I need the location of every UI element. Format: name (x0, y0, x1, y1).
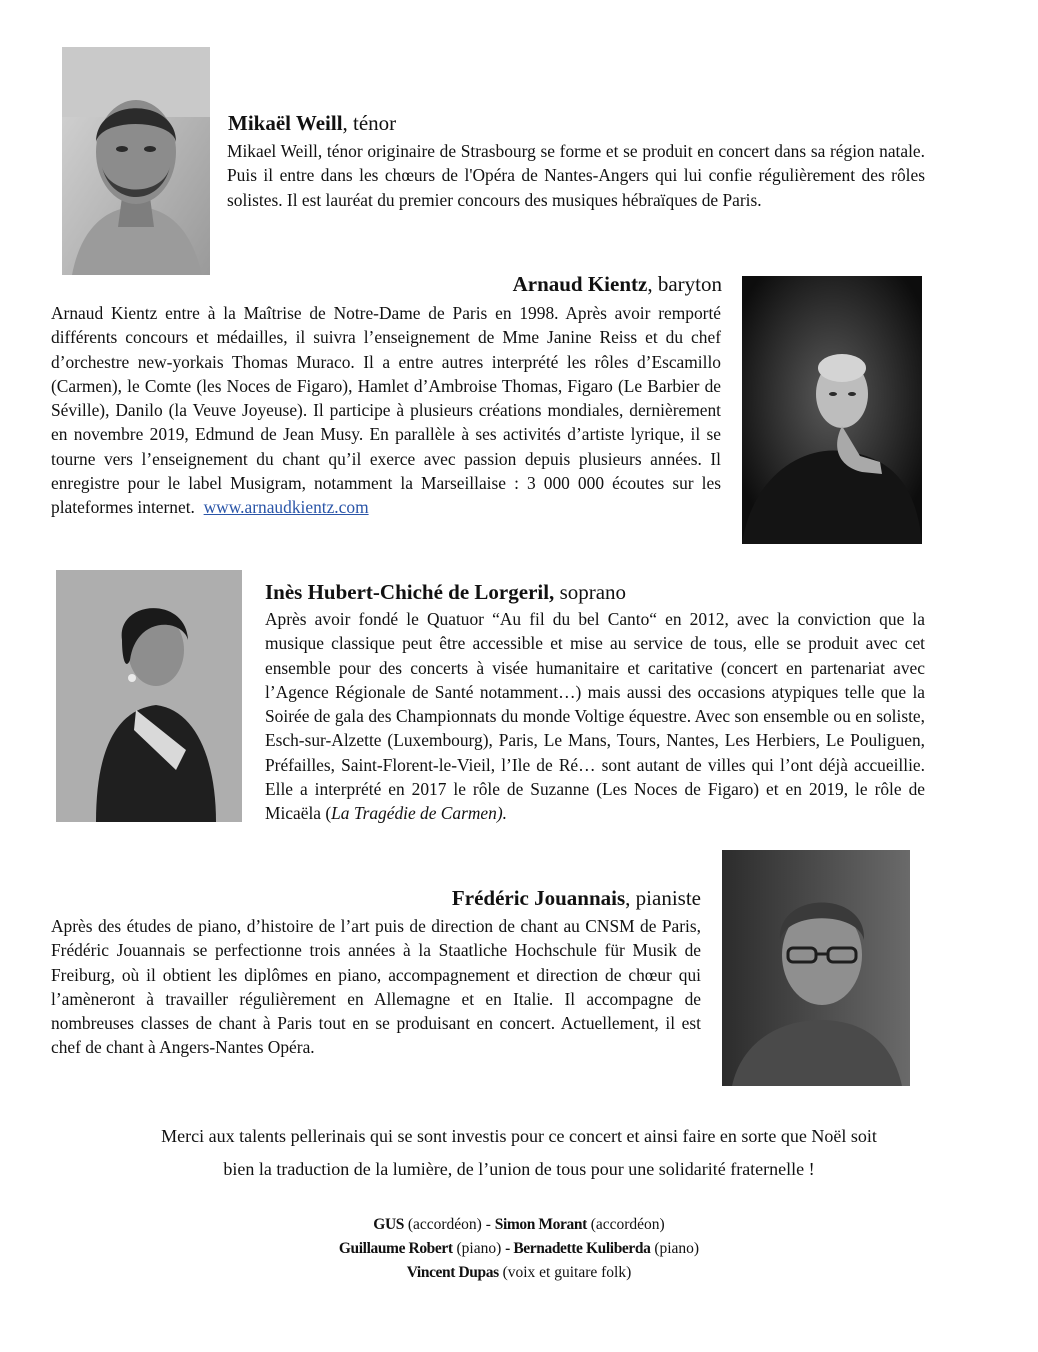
credit-name: Guillaume Robert (338, 1240, 453, 1257)
performer-name-line (452, 885, 701, 911)
credit-name: - Bernadette Kuliberda (505, 1240, 651, 1257)
credit-role: (piano) (452, 1240, 506, 1257)
credit-name: Simon Morant (494, 1216, 587, 1233)
credits-line (0, 1213, 1038, 1237)
portrait-photo-ines-hubert-chiche (56, 570, 242, 822)
performer-role: , baryton (647, 272, 722, 296)
performer-bio-text: Arnaud Kientz entre à la Maîtrise de Notre-Dame de Paris en 1998. Après avoir remporté différents concours et médailles, il suivra l’enseignement de Mme Janine Reiss et du chef d’orchestre new-yorkais Thomas Muraco. Il a entre autres interprété les rôles d’Escamillo (Carmen), le Comte (les Noces de Figaro), Hamlet d’Ambroise Thomas, Figaro (Le Barbier de Séville), Danilo (la Veuve Joyeuse). Il participe à plusieurs créations mondiales, dernièrement en novembre 2019, Edmund de Jean Musy. En parallèle à ses activités d’artiste lyrique, il se tourne vers l’enseignement du chant qu’il exerce avec passion depuis plusieurs années. Il enregistre pour le label Musigram, notamment la Marseillaise : 3 000 000 écoutes sur les plateformes internet. (51, 303, 721, 518)
performer-role: soprano (554, 580, 627, 604)
performer-bio-italic: La Tragédie de Carmen). (331, 803, 507, 824)
performer-name-line (228, 110, 396, 136)
credit-name: GUS (373, 1216, 404, 1233)
portrait-photo-mikael-weill (62, 47, 210, 275)
performer-name-line (513, 271, 722, 297)
thanks-message (40, 1120, 998, 1186)
performer-bio-text: Après avoir fondé le Quatuor “Au fil du bel Canto“ en 2012, avec la conviction que la musique classique peut être accessible et mise au service de tous, elle se produit avec cet ensemble pour des concerts à visée humanitaire et caritative (concert en partenariat avec l’Agence Régionale de Santé notamment…) mais aussi des occasions atypiques telle que la Soirée de gala des Championnats du monde Voltige équestre. Avec son ensemble ou en soliste, Esch-sur-Alzette (Luxembourg), Paris, Le Mans, Tours, Nantes, Les Herbiers, Le Pouliguen, Préfailles, Saint-Florent-le-Vieil, l’Ile de Ré… sont autant de villes qui l’ont déjà accueillie. Elle a interprété en 2017 le rôle de Suzanne (Les Noces de Figaro) et en 2019, le rôle de Micaëla ( (265, 609, 925, 824)
portrait-photo-frederic-jouannais (722, 850, 910, 1086)
credit-role: (accordéon) - (403, 1216, 495, 1233)
performer-bio: Mikael Weill, ténor originaire de Strasbourg se forme et se produit en concert dans sa région natale. Puis il entre dans les chœurs de l'Opéra de Nantes-Angers qui lui confie régulièrement des rôles solistes. Il est lauréat du premier concours des musiques hébraïques de Paris. (227, 141, 925, 210)
portrait-photo-arnaud-kientz (742, 276, 922, 544)
website-link[interactable]: www.arnaudkientz.com (203, 497, 369, 518)
performer-name-line (265, 579, 626, 605)
thanks-line: Merci aux talents pellerinais qui se sont investis pour ce concert et ainsi faire en sorte que Noël soit (161, 1126, 877, 1146)
credits-list (0, 1213, 1038, 1285)
performer-role: , ténor (342, 111, 397, 135)
credits-line (0, 1261, 1038, 1285)
performer-name: Arnaud Kientz (512, 272, 648, 296)
performer-bio: Après des études de piano, d’histoire de l’art puis de direction de chant au CNSM de Paris, Frédéric Jouannais se perfectionne trois années à la Staatliche Hochschule für Musik de Freiburg, où il obtient les diplômes en piano, accompagnement et direction de chœur qui l’amèneront à travailler régulièrement en Allemagne et en Italie. Il accompagne de nombreuses classes de chant à Paris tout en se produisant en concert. Actuellement, il est chef de chant à Angers-Nantes Opéra. (51, 916, 701, 1058)
thanks-line: bien la traduction de la lumière, de l’union de tous pour une solidarité fraternelle ! (223, 1159, 815, 1179)
credit-role: (voix et guitare folk) (498, 1264, 632, 1281)
credits-line (0, 1237, 1038, 1261)
performer-role: , pianiste (625, 886, 701, 910)
credit-name: Vincent Dupas (406, 1264, 499, 1281)
performer-name: Frédéric Jouannais (451, 886, 626, 910)
performer-name: Inès Hubert-Chiché de Lorgeril, (265, 580, 555, 604)
performer-bio (265, 607, 925, 826)
credit-role: (piano) (650, 1240, 700, 1257)
credit-role: (accordéon) (586, 1216, 665, 1233)
performer-name: Mikaël Weill (228, 111, 343, 135)
performer-bio (51, 301, 721, 520)
